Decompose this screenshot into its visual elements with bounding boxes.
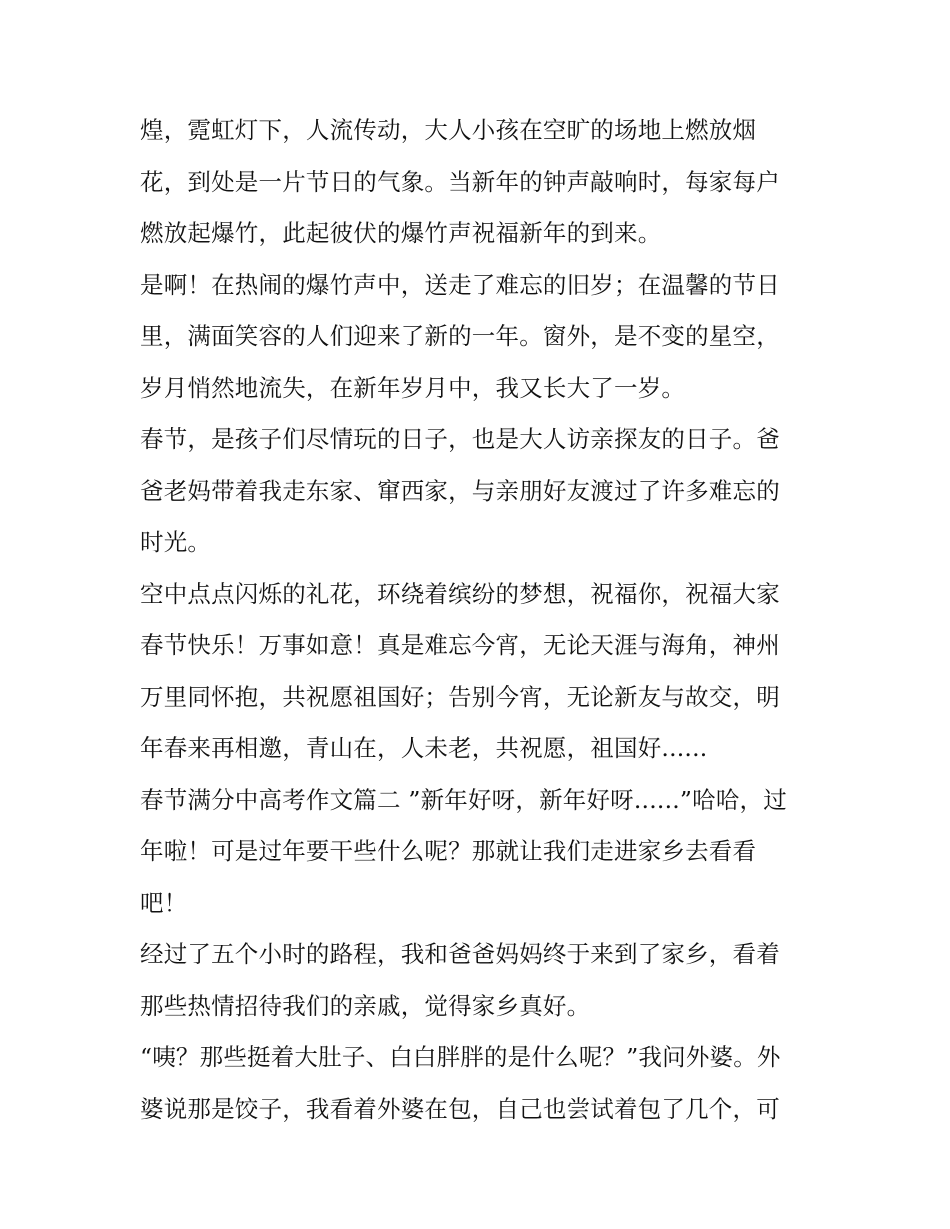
text-line: 爸老妈带着我走东家、窜西家，与亲朋好友渡过了许多难忘的 [140,476,780,505]
text-line: 万里同怀抱，共祝愿祖国好；告别今宵，无论新友与故交，明 [140,682,780,711]
text-line: 婆说那是饺子，我看着外婆在包，自己也尝试着包了几个，可 [140,1094,780,1123]
text-line: 经过了五个小时的路程，我和爸爸妈妈终于来到了家乡，看着 [140,940,780,968]
text-line: 里，满面笑容的人们迎来了新的一年。窗外，是不变的星空， [140,322,780,350]
text-line: 时光。 [140,528,212,556]
text-line: 春节快乐！万事如意！真是难忘今宵，无论天涯与海角，神州 [140,631,780,659]
document-body [140,105,820,1135]
text-line: 年啦！可是过年要干些什么呢？那就让我们走进家乡去看看 [140,837,757,865]
text-line: 空中点点闪烁的礼花，环绕着缤纷的梦想，祝福你，祝福大家 [140,579,780,608]
text-line: 岁月悄然地流失，在新年岁月中，我又长大了一岁。 [140,373,686,402]
text-line: 煌，霓虹灯下，人流传动，大人小孩在空旷的场地上燃放烟 [140,116,757,144]
text-line: 燃放起爆竹，此起彼伏的爆竹声祝福新年的到来。 [140,219,662,247]
text-line: 那些热情招待我们的亲戚，觉得家乡真好。 [140,991,591,1020]
text-line: 年春来再相邀，青山在，人未老，共祝愿，祖国好...... [140,734,708,762]
text-line: “咦？那些挺着大肚子、白白胖胖的是什么呢？”我问外婆。外 [140,1043,781,1071]
text-line: 春节，是孩子们尽情玩的日子，也是大人访亲探友的日子。爸 [140,425,780,453]
text-line: 花，到处是一片节日的气象。当新年的钟声敲响时，每家每户 [140,167,780,196]
text-line: 是啊！在热闹的爆竹声中，送走了难忘的旧岁；在温馨的节日 [140,270,780,299]
text-line: 春节满分中高考作文篇二 ”新年好呀，新年好呀......”哈哈，过 [140,785,787,814]
text-line: 吧！ [140,888,188,917]
